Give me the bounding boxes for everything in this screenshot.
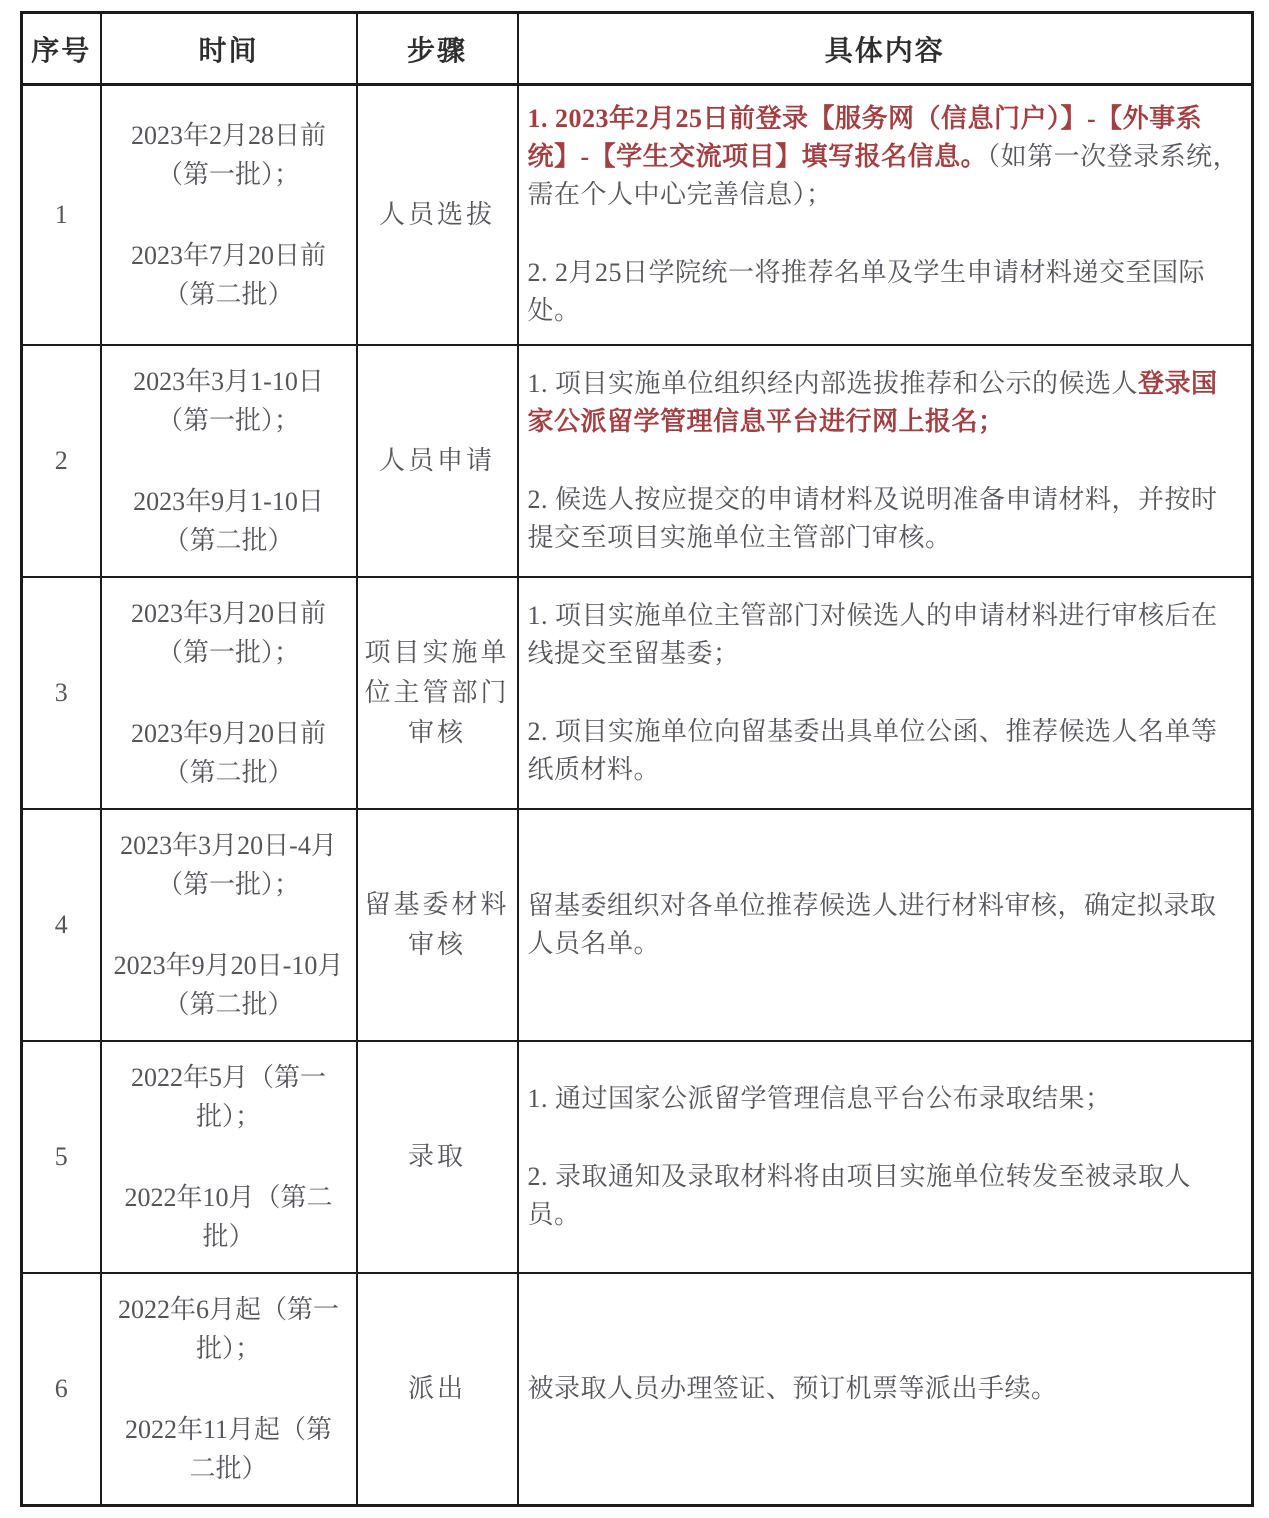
- content-paragraph: [528, 887, 1242, 963]
- time-entry: 2023年3月20日-4月（第一批）；: [120, 831, 337, 899]
- cell-content: [518, 809, 1253, 1041]
- cell-step: 派出: [357, 1273, 518, 1506]
- cell-time: [101, 345, 357, 577]
- cell-content: [518, 345, 1253, 577]
- time-entry: 2023年3月1-10日（第一批）；: [133, 367, 324, 435]
- content-paragraph: [528, 365, 1242, 441]
- cell-step: 项目实施单位主管部门审核: [357, 577, 518, 809]
- time-entry: 2023年3月20日前（第一批）；: [130, 599, 326, 667]
- time-entry: 2023年9月20日前（第二批）: [130, 719, 326, 787]
- cell-serial-number: 4: [22, 809, 101, 1041]
- time-entry: 2023年7月20日前（第二批）: [130, 241, 326, 309]
- cell-content: [518, 85, 1253, 346]
- content-paragraph: [528, 1370, 1242, 1408]
- cell-content: [518, 1041, 1253, 1273]
- body-text: 1. 项目实施单位主管部门对候选人的申请材料进行审核后在线提交至留基委；: [527, 601, 1218, 668]
- time-entry: 2022年5月（第一批）；: [130, 1063, 326, 1131]
- time-entry: 2023年2月28日前（第一批）；: [130, 121, 326, 189]
- content-paragraph: [528, 254, 1242, 330]
- time-entry: 2023年9月1-10日（第二批）: [133, 487, 324, 555]
- content-paragraph: [528, 481, 1242, 557]
- cell-step: 留基委材料审核: [357, 809, 518, 1041]
- content-paragraph: [528, 713, 1242, 789]
- time-entry: 2023年9月20日-10月（第二批）: [113, 951, 344, 1019]
- body-text: 2. 候选人按应提交的申请材料及说明准备申请材料，并按时提交至项目实施单位主管部门审核。: [527, 485, 1218, 552]
- header-step: 步骤: [357, 13, 518, 85]
- header-row: [22, 13, 1253, 85]
- cell-step: 人员选拔: [357, 85, 518, 346]
- body-text: 留基委组织对各单位推荐候选人进行材料审核，确定拟录取人员名单。: [527, 891, 1217, 958]
- cell-time: [101, 577, 357, 809]
- schedule-table: [20, 11, 1254, 1507]
- content-paragraph: [528, 597, 1242, 673]
- body-text: 2. 项目实施单位向留基委出具单位公函、推荐候选人名单等纸质材料。: [527, 717, 1218, 784]
- body-text: 1. 通过国家公派留学管理信息平台公布录取结果；: [527, 1084, 1112, 1113]
- cell-time: [101, 809, 357, 1041]
- header-time: 时间: [101, 13, 357, 85]
- body-text: 2. 录取通知及录取材料将由项目实施单位转发至被录取人员。: [527, 1162, 1192, 1229]
- cell-content: [518, 577, 1253, 809]
- content-paragraph: [528, 100, 1242, 214]
- table-row: [22, 577, 1253, 809]
- table-row: [22, 1041, 1253, 1273]
- cell-time: [101, 1041, 357, 1273]
- content-paragraph: [528, 1080, 1242, 1118]
- cell-time: [101, 1273, 357, 1506]
- table-row: [22, 345, 1253, 577]
- time-entry: 2022年10月（第二批）: [124, 1183, 333, 1251]
- content-paragraph: [528, 1158, 1242, 1234]
- highlight-text: 1. 2023年2月25日前登录【服务网（信息门户）】-【外事系统】-【学生交流项目】填写报名信息。: [527, 104, 1203, 171]
- cell-serial-number: 3: [22, 577, 101, 809]
- cell-content: [518, 1273, 1253, 1506]
- table-row: [22, 1273, 1253, 1506]
- highlight-text: 登录国家公派留学管理信息平台进行网上报名；: [527, 369, 1218, 436]
- cell-serial-number: 2: [22, 345, 101, 577]
- body-text: 2. 2月25日学院统一将推荐名单及学生申请材料递交至国际处。: [527, 258, 1206, 325]
- body-text: 1. 项目实施单位组织经内部选拔推荐和公示的候选人: [527, 369, 1139, 398]
- body-text: 被录取人员办理签证、预订机票等派出手续。: [527, 1374, 1058, 1403]
- table-row: [22, 85, 1253, 346]
- header-serial-number: 序号: [22, 13, 101, 85]
- cell-serial-number: 1: [22, 85, 101, 346]
- table-row: [22, 809, 1253, 1041]
- cell-time: [101, 85, 357, 346]
- header-content: 具体内容: [518, 13, 1253, 85]
- cell-serial-number: 6: [22, 1273, 101, 1506]
- time-entry: 2022年6月起（第一批）；: [117, 1295, 339, 1363]
- cell-step: 录取: [357, 1041, 518, 1273]
- cell-step: 人员申请: [357, 345, 518, 577]
- body-text: （如第一次登录系统，需在个人中心完善信息）；: [527, 142, 1240, 209]
- time-entry: 2022年11月起（第二批）: [124, 1415, 333, 1483]
- cell-serial-number: 5: [22, 1041, 101, 1273]
